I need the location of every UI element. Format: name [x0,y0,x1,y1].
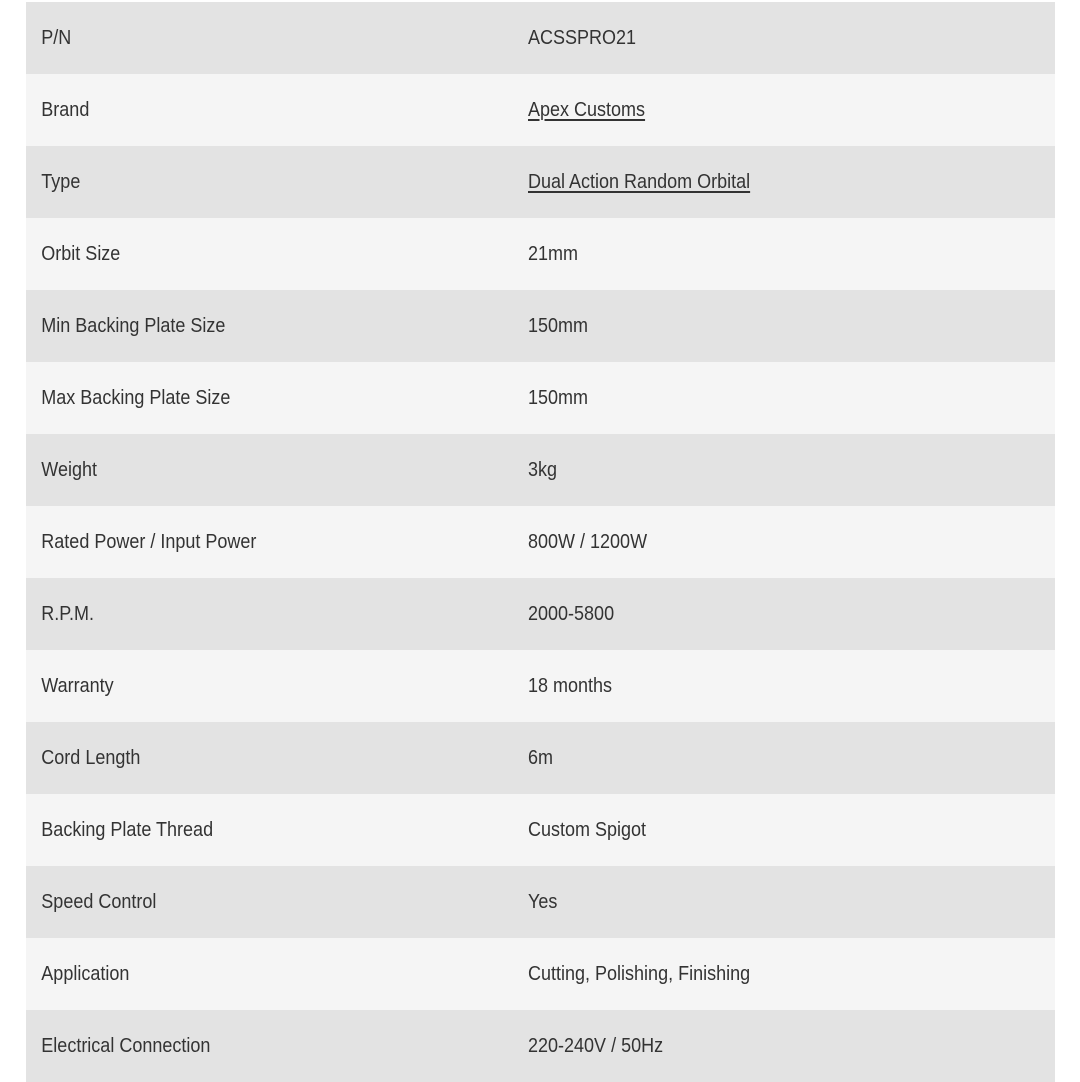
spec-row-application [26,938,1055,1010]
spec-row-warranty [26,650,1055,722]
spec-value-cell [528,675,1055,698]
spec-value-cell [528,747,1055,770]
spec-label: Weight [41,458,98,481]
spec-row-weight [26,434,1055,506]
spec-value: Custom Spigot [528,818,647,841]
spec-label: P/N [41,26,72,49]
type-link[interactable]: Dual Action Random Orbital [528,170,751,193]
spec-row-electrical-connection [26,1010,1055,1082]
spec-label: Orbit Size [41,242,121,265]
spec-value: 3kg [528,458,558,481]
spec-value-cell [528,603,1055,626]
spec-value-cell [528,1035,1055,1058]
spec-row-pn [26,2,1055,74]
spec-value-cell [528,819,1055,842]
spec-value-cell [528,387,1055,410]
spec-label: Cord Length [41,746,141,769]
spec-row-type [26,146,1055,218]
spec-label: Speed Control [41,890,157,913]
spec-label: Electrical Connection [41,1034,211,1057]
spec-row-speed-control [26,866,1055,938]
spec-row-orbit-size [26,218,1055,290]
spec-row-rpm [26,578,1055,650]
spec-value-cell [528,963,1055,986]
spec-value: 18 months [528,674,613,697]
spec-value: 800W / 1200W [528,530,648,553]
spec-label: Min Backing Plate Size [41,314,226,337]
spec-row-brand [26,74,1055,146]
spec-value: 6m [528,746,554,769]
spec-value-cell [528,27,1055,50]
spec-row-max-backing-plate [26,362,1055,434]
spec-row-cord-length [26,722,1055,794]
spec-label: Application [41,962,130,985]
spec-value: ACSSPRO21 [528,26,637,49]
spec-value-cell [528,891,1055,914]
spec-value: 2000-5800 [528,602,615,625]
spec-value-cell [528,531,1055,554]
spec-label: Type [41,170,81,193]
spec-table [26,2,1055,1082]
spec-value: Yes [528,890,558,913]
spec-value-cell [528,171,1055,194]
spec-value: 220-240V / 50Hz [528,1034,664,1057]
spec-row-power [26,506,1055,578]
spec-row-backing-plate-thread [26,794,1055,866]
spec-label: Max Backing Plate Size [41,386,231,409]
spec-label: Brand [41,98,90,121]
spec-value-cell [528,315,1055,338]
brand-link[interactable]: Apex Customs [528,98,646,121]
spec-value-cell [528,459,1055,482]
spec-label: R.P.M. [41,602,94,625]
spec-label: Rated Power / Input Power [41,530,257,553]
spec-value: Cutting, Polishing, Finishing [528,962,751,985]
spec-value: 21mm [528,242,579,265]
spec-value: 150mm [528,314,589,337]
spec-value-cell [528,99,1055,122]
spec-row-min-backing-plate [26,290,1055,362]
spec-value: 150mm [528,386,589,409]
spec-value-cell [528,243,1055,266]
spec-label: Warranty [41,674,114,697]
spec-label: Backing Plate Thread [41,818,214,841]
